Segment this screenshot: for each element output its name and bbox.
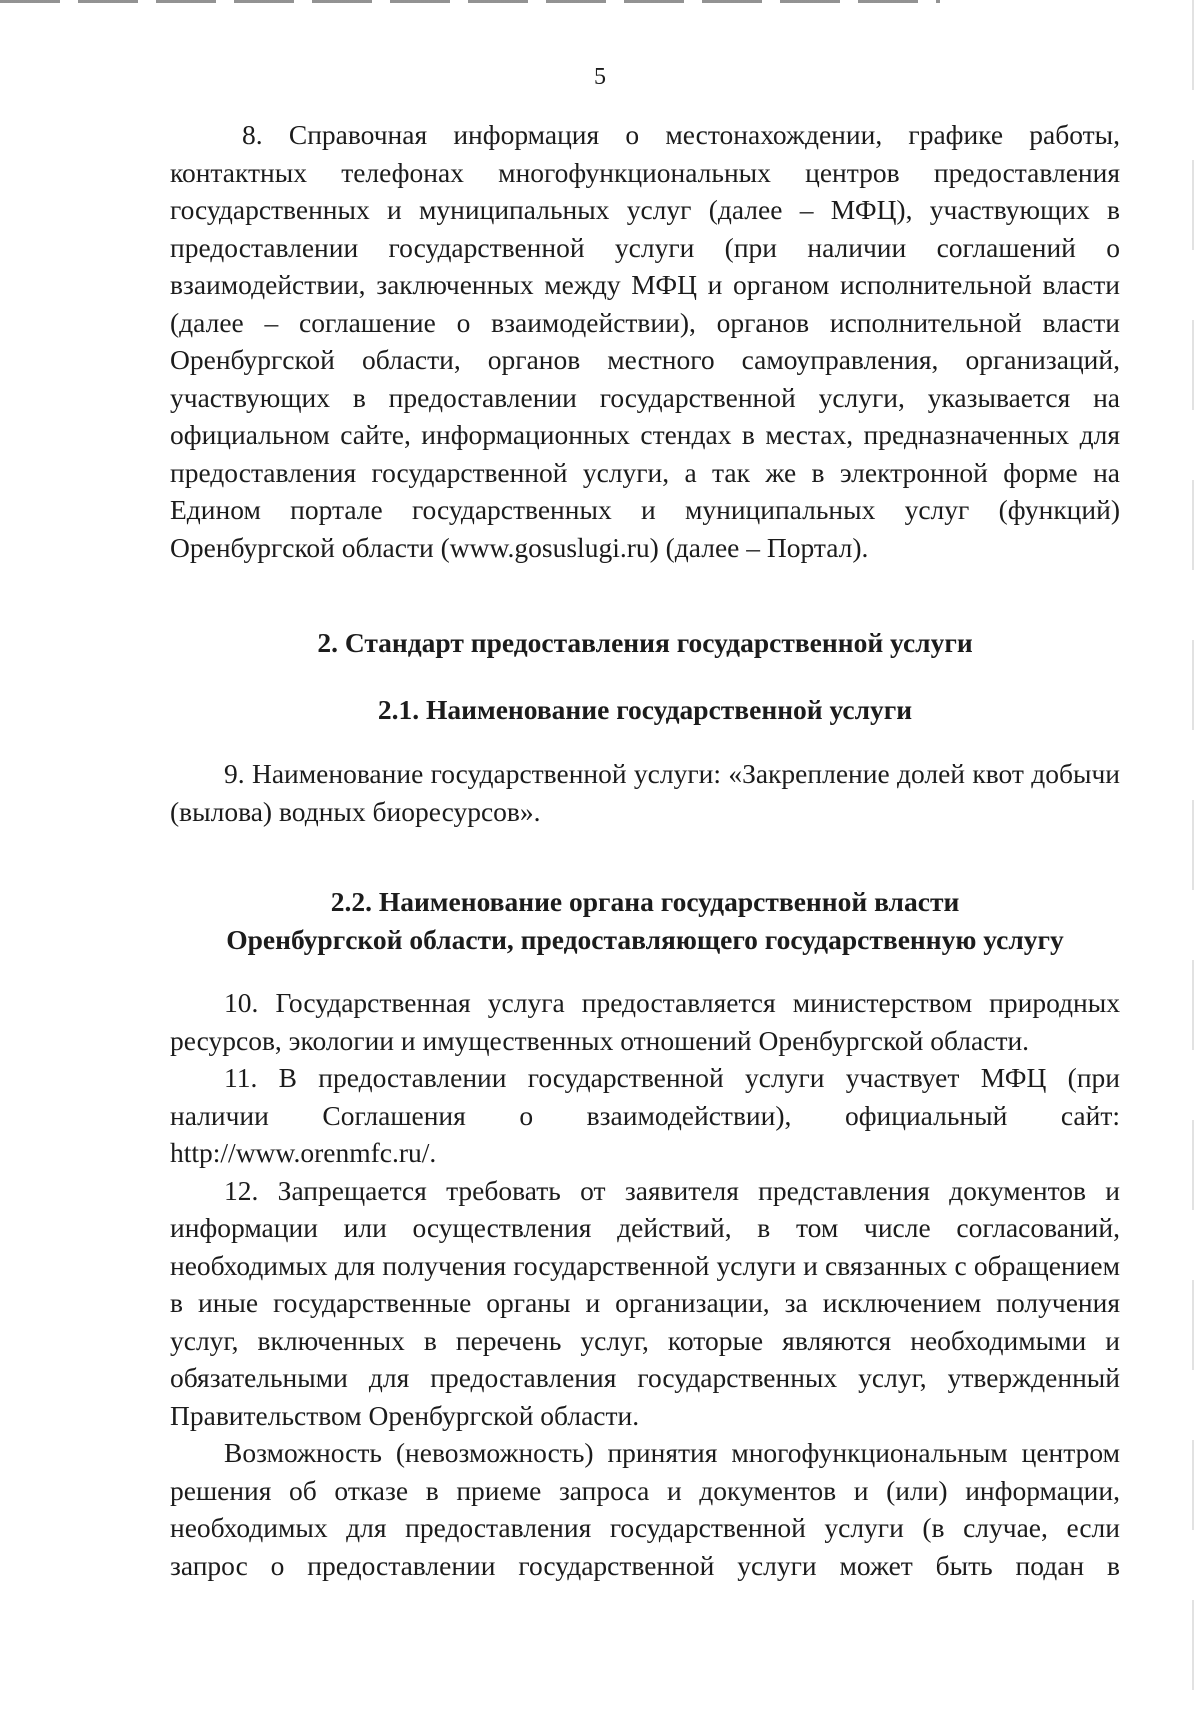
paragraph-9: 9. Наименование государственной услуги: «Закрепление долей квот добычи (вылова) водных биоресурсов». — [170, 758, 1120, 827]
paragraph-8: 8. Справочная информация о местонахождении, графике работы, контактных телефонах многофункциональных центров предоставления государственных и муниципальных услуг (далее – МФЦ), участвующих в предоставлении государственной услуги (при наличии соглашений о взаимодействии, заключенных между МФЦ и органом исполнительной власти (далее – соглашение о взаимодействии), органов исполнительной власти Оренбургской области, органов местного самоуправления, организаций, участвующих в предоставлении государственной услуги, указывается на официальном сайте, информационных стендах в местах, предназначенных для предоставления государственной услуги, а так же в электронной форме на Едином портале государственных и муниципальных услуг (функций) Оренбургской области (www.gosuslugi.ru) (далее – Портал). — [170, 119, 1120, 563]
paragraph-12: 12. Запрещается требовать от заявителя представления документов и информации или осуществления действий, в том числе согласований, необходимых для получения государственной услуги и связанных с обращением в иные государственные органы и организации, за исключением получения услуг, включенных в перечень услуг, которые являются необходимыми и обязательными для предоставления государственных услуг, утвержденный Правительством Оренбургской области. — [170, 1174, 1120, 1431]
heading-section-2: 2. Стандарт предоставления государственной услуги — [317, 627, 973, 658]
heading-section-2-2-line-1: 2.2. Наименование органа государственной власти — [330, 886, 960, 917]
paragraph-11: 11. В предоставлении государственной услуги участвует МФЦ (при наличии Соглашения о взаимодействии), официальный сайт: http://www.orenmfc.ru/. — [170, 1062, 1120, 1168]
heading-section-2-2 — [170, 883, 1120, 958]
document-body — [170, 116, 1120, 1584]
heading-section-2-1: 2.1. Наименование государственной услуги — [377, 693, 913, 725]
page-number: 5 — [594, 64, 606, 90]
scan-artifact-top — [0, 0, 940, 3]
heading-section-2-2-line-2: Оренбургской области, предоставляющего государственную услугу — [226, 923, 1064, 955]
paragraph-13: Возможность (невозможность) принятия многофункциональным центром решения об отказе в приеме запроса и документов и (или) информации, необходимых для предоставления государственной услуги (в случае, если запрос о предоставлении государственной услуги может быть подан в — [170, 1437, 1120, 1581]
paragraph-10: 10. Государственная услуга предоставляется министерством природных ресурсов, экологии и имущественных отношений Оренбургской области. — [170, 987, 1120, 1056]
scan-artifact-edge — [1192, 0, 1194, 1722]
